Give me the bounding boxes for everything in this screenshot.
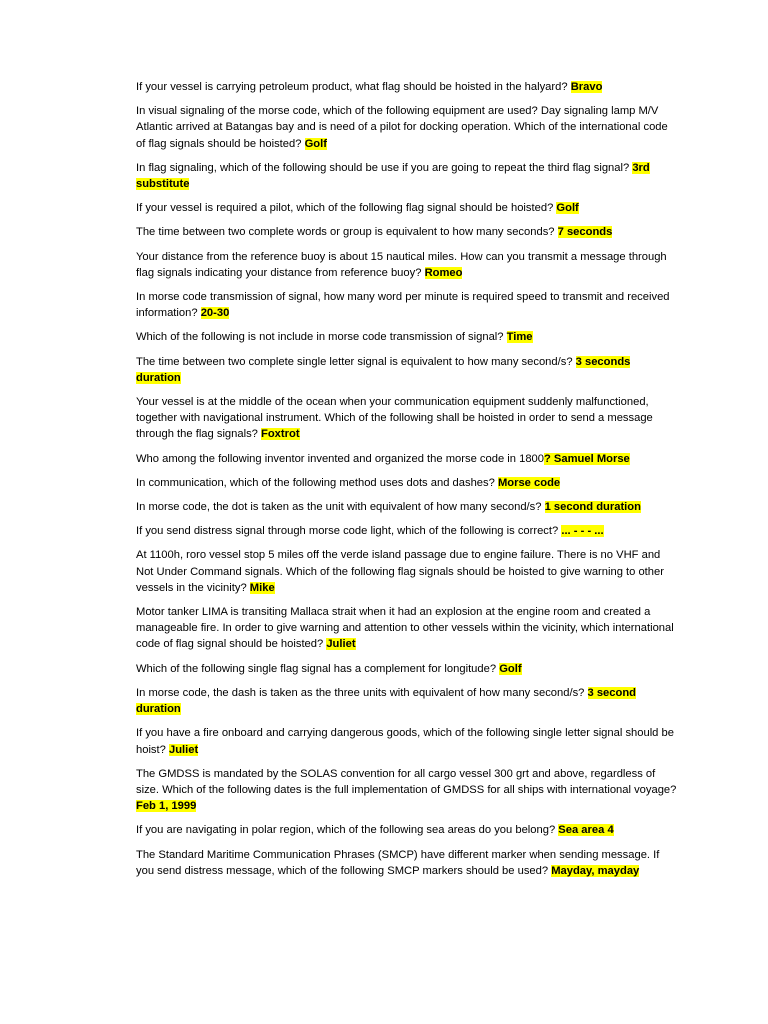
question-paragraph (136, 329, 678, 345)
question-text: The time between two complete words or group is equivalent to how many seconds? (136, 226, 558, 239)
question-text: In communication, which of the following method uses dots and dashes? (136, 476, 498, 489)
answer-highlight: 20-30 (200, 307, 230, 320)
question-paragraph (136, 847, 678, 879)
answer-highlight: 3rd substitute (136, 161, 650, 191)
question-text: Your distance from the reference buoy is about 15 nautical miles. How can you transmit a message through flag signals indicating your distance from reference buoy? (136, 250, 667, 279)
answer-highlight: Feb 1, 1999 (136, 800, 197, 813)
answer-highlight: Sea area 4 (558, 824, 614, 837)
question-paragraph (136, 523, 678, 539)
question-text: The Standard Maritime Communication Phrases (SMCP) have different marker when sending message. If you send distress message, which of the following SMCP markers should be used? (136, 848, 660, 877)
answer-highlight: Golf (499, 662, 522, 675)
question-text: If your vessel is required a pilot, which of the following flag signal should be hoisted? (136, 202, 557, 215)
question-paragraph (136, 289, 678, 321)
question-text: In morse code, the dot is taken as the unit with equivalent of how many second/s? (136, 501, 545, 514)
question-paragraph (136, 685, 678, 717)
answer-highlight: Bravo (570, 81, 603, 93)
answer-highlight: Time (506, 331, 533, 344)
question-text: Who among the following inventor invented and organized the morse code in 1800 (136, 452, 544, 465)
question-text: In visual signaling of the morse code, which of the following equipment are used? Day signaling lamp M/V Atlantic arrived at Batangas bay and is need of a pilot for docking operation. Which of the international code of flag signals should be hoisted? (136, 105, 668, 150)
question-text: Motor tanker LIMA is transiting Mallaca strait when it had an explosion at the engine room and created a manageable fire. In order to give warning and attention to other vessels within the vicinity, which international code of flag signal should be hoisted? (136, 606, 674, 651)
question-paragraph (136, 249, 678, 281)
answer-highlight: ... - - - ... (561, 525, 604, 538)
question-text: At 1100h, roro vessel stop 5 miles off the verde island passage due to engine failure. There is no VHF and Not Under Command signals. Which of the following flag signals should be hoisted to give warning to other vessels in the vicinity? (136, 549, 664, 594)
question-text: If you send distress signal through morse code light, which of the following is correct? (136, 525, 562, 538)
question-text: If you have a fire onboard and carrying dangerous goods, which of the following single letter signal should be hoist? (136, 727, 674, 756)
question-paragraph (136, 79, 678, 95)
document-body (136, 79, 678, 887)
question-text: In flag signaling, which of the following should be use if you are going to repeat the third flag signal? (136, 161, 633, 174)
answer-highlight: Golf (556, 202, 579, 215)
question-paragraph (136, 499, 678, 515)
question-text: The time between two complete single letter signal is equivalent to how many second/s? (136, 355, 576, 368)
answer-highlight: Morse code (497, 476, 561, 489)
question-paragraph (136, 604, 678, 653)
question-paragraph (136, 475, 678, 491)
question-paragraph (136, 200, 678, 216)
answer-highlight: Mayday, mayday (551, 864, 640, 877)
question-paragraph (136, 725, 678, 757)
answer-highlight: 1 second duration (544, 501, 641, 514)
answer-highlight: ? Samuel Morse (543, 452, 630, 465)
answer-highlight: Golf (304, 137, 327, 150)
question-paragraph (136, 547, 678, 596)
question-text: Your vessel is at the middle of the ocean when your communication equipment suddenly malfunctioned, together with navigational instrument. Which of the following shall be hoisted in order to send a message through the flag signals? (136, 396, 653, 441)
question-text: In morse code transmission of signal, how many word per minute is required speed to transmit and received information? (136, 291, 670, 320)
question-text: If you are navigating in polar region, which of the following sea areas do you belong? (136, 824, 559, 837)
question-paragraph (136, 160, 678, 192)
question-paragraph (136, 822, 678, 838)
question-paragraph (136, 354, 678, 386)
question-paragraph (136, 224, 678, 240)
answer-highlight: 3 second duration (136, 686, 636, 716)
question-paragraph (136, 451, 678, 467)
answer-highlight: Mike (249, 581, 275, 594)
answer-highlight: 3 seconds duration (136, 355, 631, 384)
question-paragraph (136, 394, 678, 443)
answer-highlight: Juliet (326, 638, 356, 651)
question-text: The GMDSS is mandated by the SOLAS convention for all cargo vessel 300 grt and above, regardless of size. Which of the following dates is the full implementation of GMDSS for all ships with international voyage? (136, 767, 677, 796)
answer-highlight: Romeo (424, 266, 463, 279)
question-text: Which of the following is not include in morse code transmission of signal? (136, 331, 507, 344)
answer-highlight: Foxtrot (261, 428, 300, 441)
question-text: Which of the following single flag signal has a complement for longitude? (136, 662, 500, 675)
answer-highlight: Juliet (168, 743, 199, 756)
question-text: If your vessel is carrying petroleum product, what flag should be hoisted in the halyard? (136, 81, 571, 93)
question-paragraph (136, 103, 678, 152)
question-paragraph (136, 661, 678, 677)
question-text: In morse code, the dash is taken as the three units with equivalent of how many second/s? (136, 686, 588, 699)
answer-highlight: 7 seconds (557, 226, 613, 239)
question-paragraph (136, 766, 678, 815)
